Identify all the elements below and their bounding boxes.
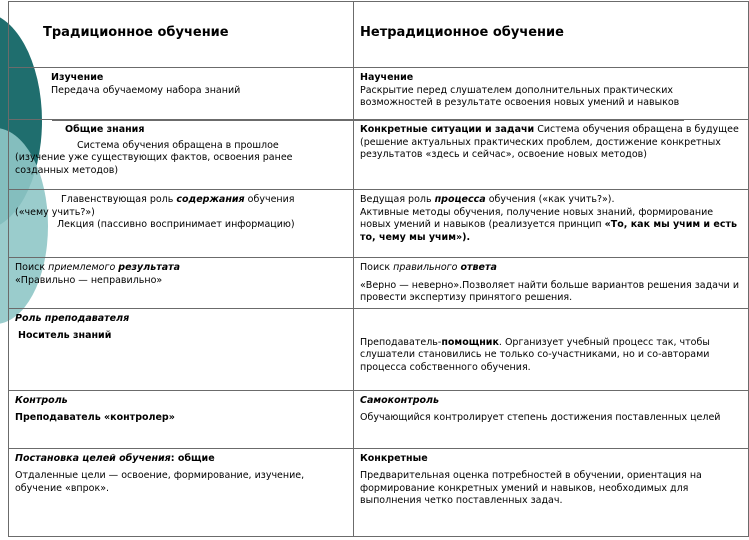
row-text: Главенствующая роль bbox=[61, 194, 174, 205]
comparison-table bbox=[8, 1, 749, 537]
row-title: Контроль bbox=[15, 394, 68, 406]
row-emphasis: содержания bbox=[176, 194, 245, 205]
row-title: Конкретные bbox=[360, 452, 428, 464]
row-text: Преподаватель- bbox=[360, 336, 442, 348]
header-nontraditional bbox=[354, 2, 749, 68]
table-row bbox=[9, 68, 749, 120]
row-text: Отдаленные цели — освоение, формирование, изучение, обучение «впрок». bbox=[15, 470, 305, 494]
row-text: «Верно — неверно».Позволяет найти больше вариантов решения задачи и провести экспертизу принятого решения. bbox=[360, 279, 739, 303]
header-traditional bbox=[9, 2, 354, 68]
cell-left bbox=[9, 258, 354, 309]
row-text: Ведущая роль bbox=[360, 194, 432, 205]
row-emphasis: приемлемого bbox=[48, 262, 116, 273]
row-title: Общие знания bbox=[65, 124, 145, 135]
row-text: . Организует учебный процесс так, чтобы слушатели становились не только со-участниками, но и со-авторами процесса собственного обучения. bbox=[360, 336, 710, 373]
row-emphasis: процесса bbox=[434, 194, 486, 205]
cell-right bbox=[354, 120, 749, 190]
table-row bbox=[9, 390, 749, 448]
cell-left bbox=[9, 448, 354, 537]
cell-left bbox=[9, 308, 354, 390]
cell-right bbox=[354, 308, 749, 390]
row-title-tail: : общие bbox=[170, 452, 215, 464]
cell-right bbox=[354, 190, 749, 258]
row-text: Поиск bbox=[15, 262, 46, 273]
cell-right bbox=[354, 448, 749, 537]
row-text: Предварительная оценка потребностей в обучении, ориентация на формирование конкретных умений и навыков, необходимых для выполнения четко поставленных задач. bbox=[360, 470, 702, 506]
row-emphasis: «То, как мы учим и есть то, чему мы учим»). bbox=[360, 219, 737, 243]
row-title: Изучение bbox=[51, 72, 104, 83]
row-text: («чему учить?») bbox=[15, 206, 95, 218]
row-text-lead: Система обучения обращена в прошлое bbox=[77, 139, 279, 151]
cell-left bbox=[9, 120, 354, 190]
divider-line bbox=[52, 120, 684, 121]
cell-left bbox=[9, 68, 354, 120]
row-title: Постановка целей обучения bbox=[15, 452, 171, 464]
row-text: «Правильно — неправильно» bbox=[15, 274, 163, 286]
row-emphasis: помощник bbox=[441, 336, 499, 348]
table-row bbox=[9, 448, 749, 537]
row-text: обучения («как учить?»). bbox=[488, 194, 615, 205]
table-row bbox=[9, 190, 749, 258]
row-title: Научение bbox=[360, 72, 414, 83]
cell-right bbox=[354, 390, 749, 448]
row-subtitle: Преподаватель «контролер» bbox=[15, 412, 175, 423]
row-title: Роль преподавателя bbox=[15, 312, 130, 324]
row-emphasis: результата bbox=[118, 262, 181, 273]
row-emphasis: ответа bbox=[460, 262, 497, 273]
row-text: Активные методы обучения, получение новых знаний, формирование новых умений и навыков (реализуется принцип bbox=[360, 206, 714, 230]
table-row bbox=[9, 258, 749, 309]
row-subtitle: Носитель знаний bbox=[18, 330, 112, 341]
row-text: (изучение уже существующих фактов, освоения ранее созданных методов) bbox=[15, 152, 293, 176]
table-row bbox=[9, 308, 749, 390]
row-text: Обучающийся контролирует степень достижения поставленных целей bbox=[360, 412, 721, 423]
row-emphasis: правильного bbox=[393, 262, 458, 273]
cell-left bbox=[9, 390, 354, 448]
row-text: Лекция (пассивно воспринимает информацию) bbox=[57, 219, 295, 230]
cell-right bbox=[354, 68, 749, 120]
row-title: Конкретные ситуации и задачи bbox=[360, 124, 535, 135]
row-title: Самоконтроль bbox=[360, 394, 440, 406]
row-text: Передача обучаемому набора знаний bbox=[51, 84, 241, 96]
row-text: Раскрытие перед слушателем дополнительных практических возможностей в результате освоения новых умений и навыков bbox=[360, 84, 680, 108]
header-traditional-text: Традиционное обучение bbox=[43, 24, 229, 40]
row-text: Система обучения обращена в будущее (решение актуальных практических проблем, достижение конкретных результатов «здесь и сейчас», освоение новых методов) bbox=[360, 124, 739, 160]
cell-right bbox=[354, 258, 749, 309]
row-text: обучения bbox=[247, 194, 295, 205]
cell-left bbox=[9, 190, 354, 258]
row-text: Поиск bbox=[360, 262, 391, 273]
table-row bbox=[9, 120, 749, 190]
table-header-row bbox=[9, 2, 749, 68]
header-nontraditional-text: Нетрадиционное обучение bbox=[360, 24, 564, 40]
